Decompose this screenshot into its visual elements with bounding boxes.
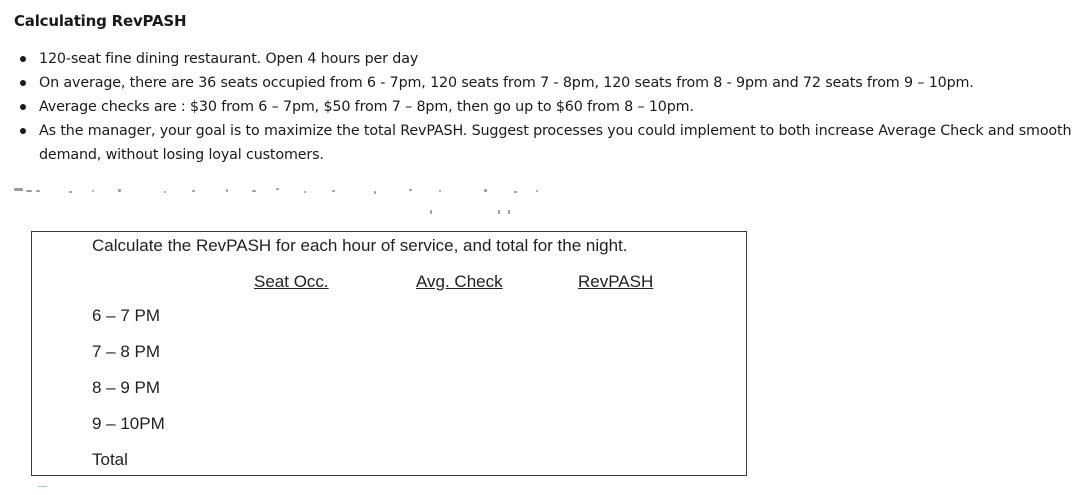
bullet-item [14,95,1074,119]
faded-fleck [226,189,228,192]
bullet-item [14,119,1074,167]
faded-fleck [374,191,376,194]
bullet-dot-icon [20,104,26,110]
faded-fleck [69,191,72,193]
bullet-text: 120-seat fine dining restaurant. Open 4 hours per day [39,51,419,67]
faded-fleck [332,190,335,192]
bullet-text: Average checks are : $30 from 6 – 7pm, $50 from 7 – 8pm, then go up to $60 from 8 – 10pm. [39,99,694,115]
faded-fleck [164,191,166,193]
column-header-avg-check: Avg. Check [416,272,503,291]
bullet-list [14,47,1074,167]
faded-fleck [514,191,517,193]
faint-mark [38,486,47,487]
row-label-7-8pm: 7 – 8 PM [92,342,161,361]
faded-fleck [36,190,40,192]
revpash-table-box [31,231,747,476]
column-header-seat-occ: Seat Occ. [254,272,329,291]
document-title: Calculating RevPASH [14,12,187,30]
faded-fleck [498,210,500,214]
faded-fleck [192,190,195,192]
faded-fleck [439,190,441,192]
row-label-9-10pm: 9 – 10PM [92,414,165,433]
bullet-dot-icon [20,128,26,134]
bullet-item [14,47,1074,71]
bullet-item [14,71,1074,95]
row-label-8-9pm: 8 – 9 PM [92,378,161,397]
bullet-dot-icon [20,80,26,86]
table-instruction: Calculate the RevPASH for each hour of service, and total for the night. [92,236,628,255]
faded-text-remnant [14,182,574,218]
faded-fleck [26,190,32,192]
row-label-total: Total [92,450,128,469]
faded-fleck [409,189,412,191]
bullet-dot-icon [20,56,26,62]
faded-fleck [14,188,23,191]
row-label-6-7pm: 6 – 7 PM [92,306,161,325]
faded-fleck [508,210,510,214]
faded-fleck [484,189,487,192]
faded-fleck [252,190,256,192]
faded-fleck [118,189,121,192]
faded-fleck [276,188,279,190]
faded-fleck [430,210,432,214]
column-header-revpash: RevPASH [578,272,654,291]
faded-fleck [92,190,94,192]
faded-fleck [536,190,538,192]
faded-fleck [304,191,306,193]
bullet-text: On average, there are 36 seats occupied from 6 - 7pm, 120 seats from 7 - 8pm, 120 seats from 8 - 9pm and 72 seats from 9 – 10pm. [39,75,974,91]
bullet-text: As the manager, your goal is to maximize the total RevPASH. Suggest processes you could implement to both increase Average Check and smooth demand, without losing loyal customers. [39,123,1072,163]
